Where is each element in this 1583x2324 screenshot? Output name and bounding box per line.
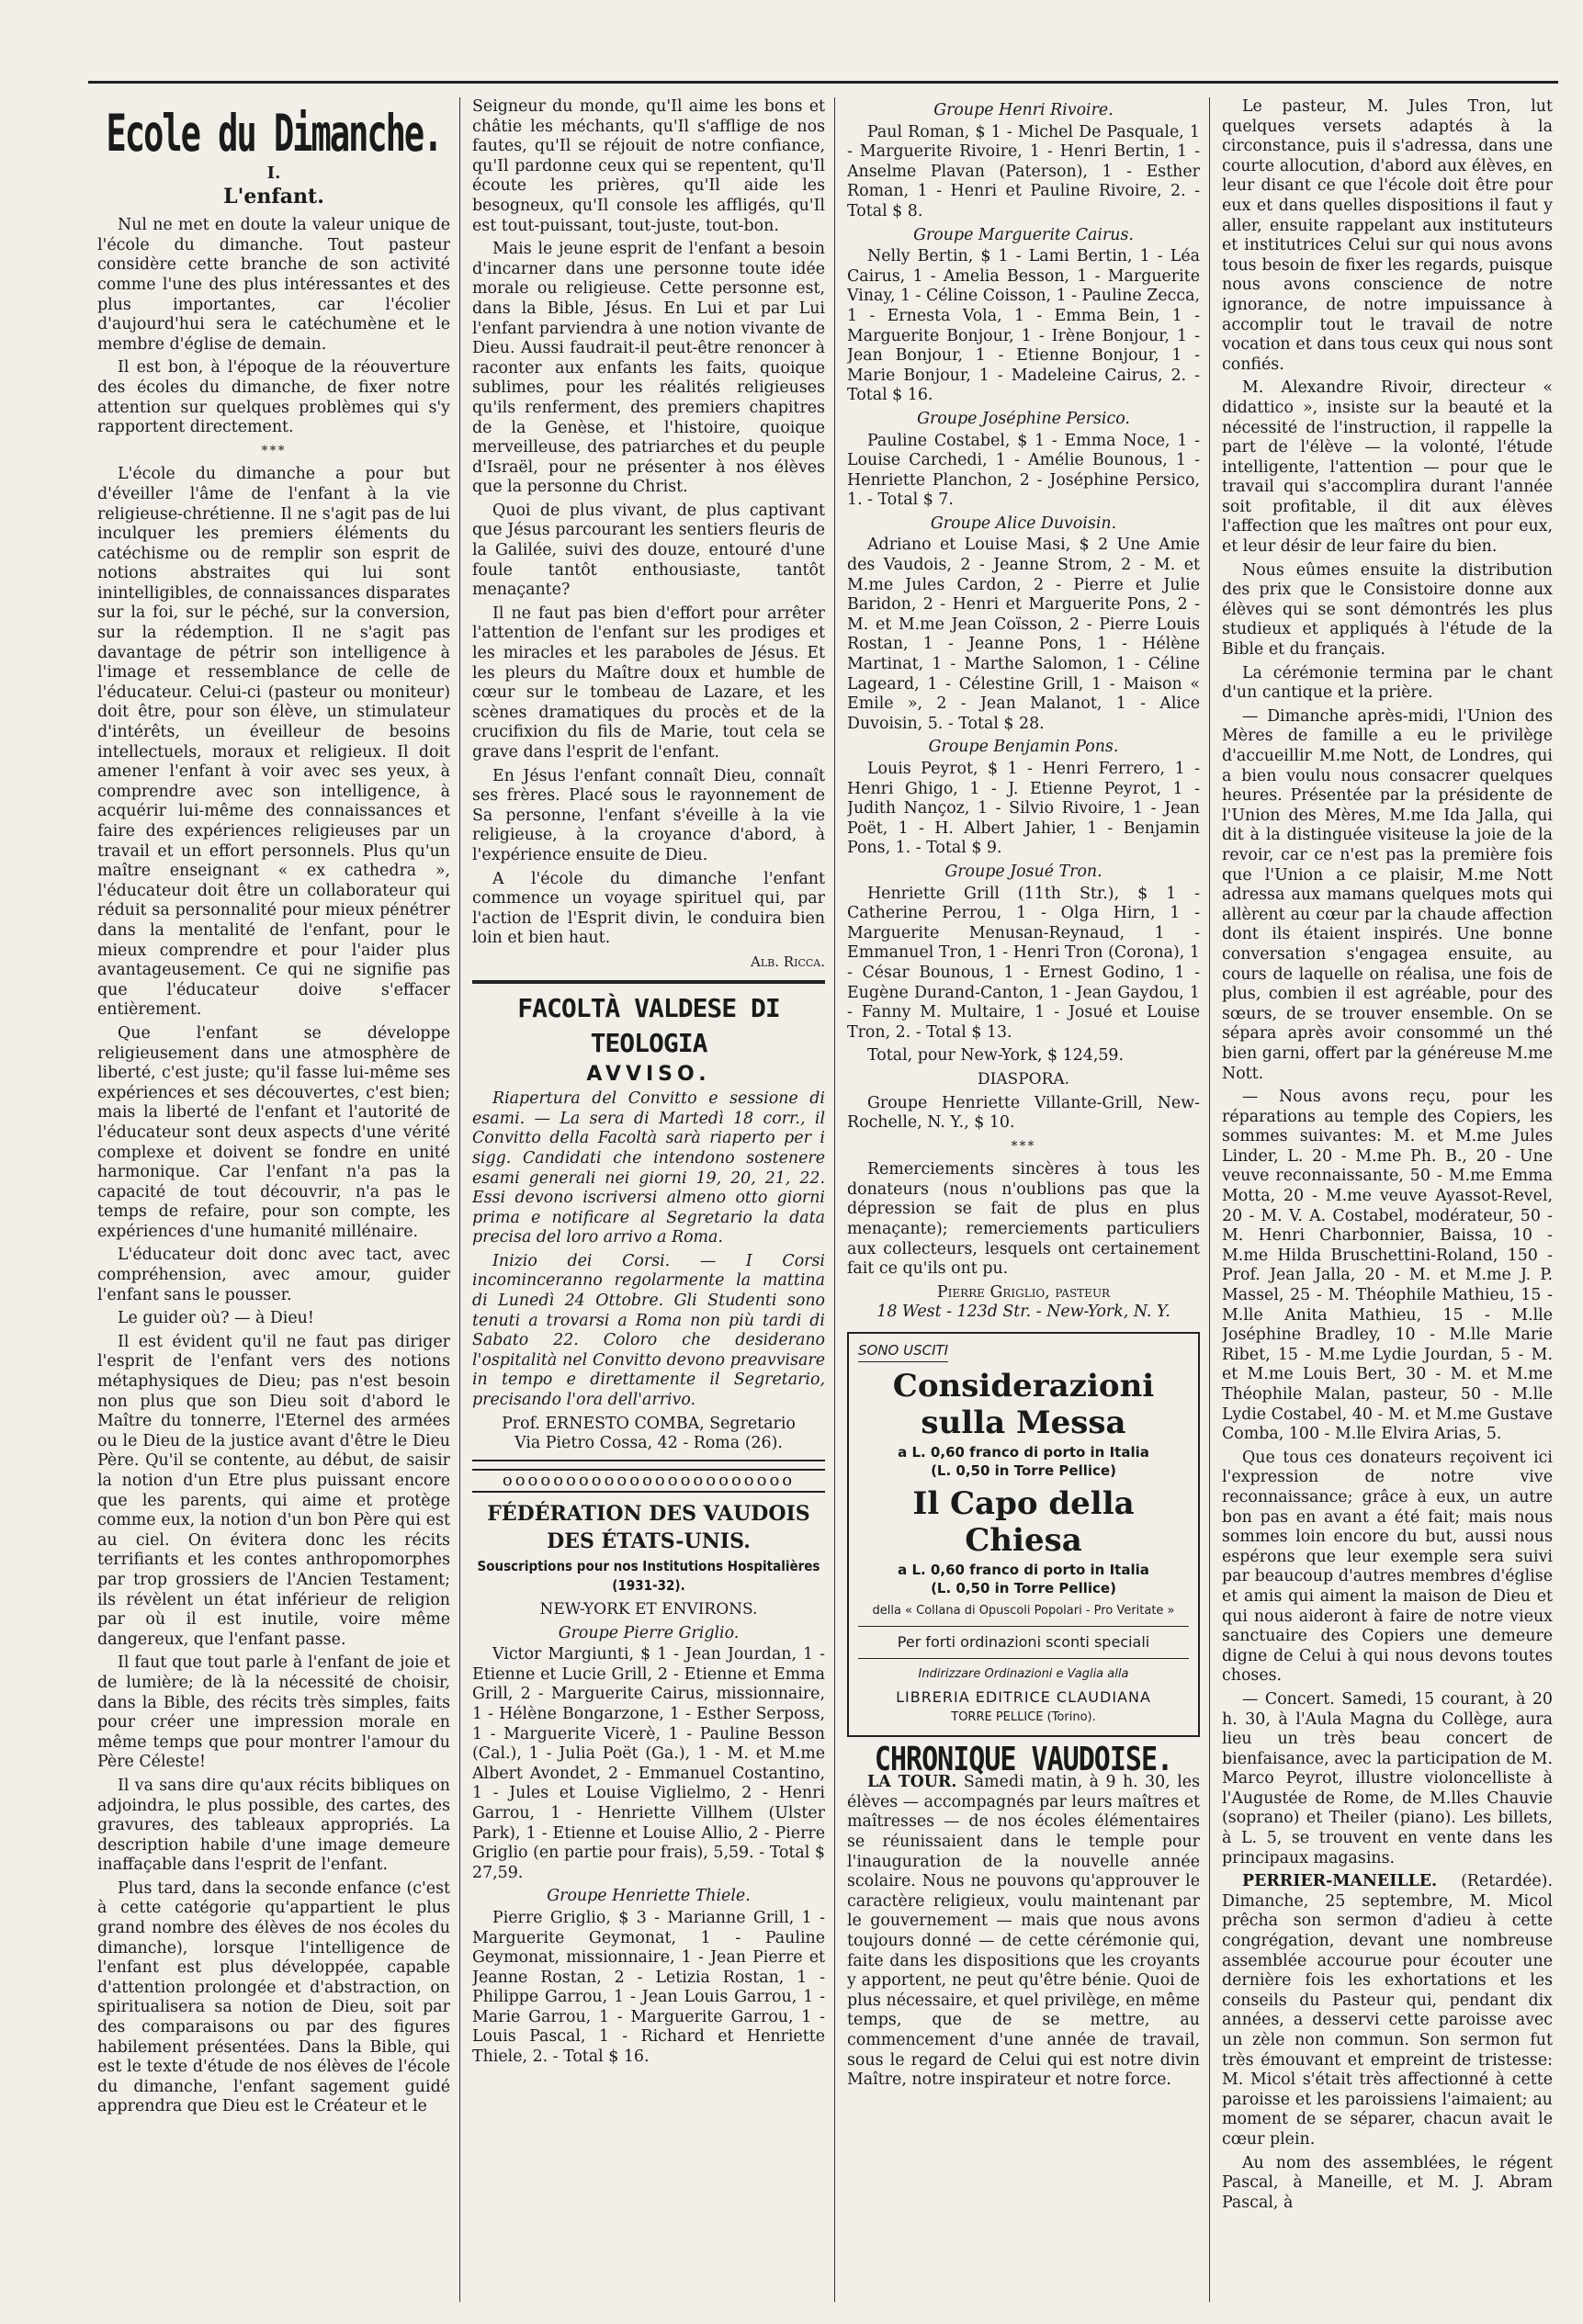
ad-book-title: Considerazioni sulla Messa [892,1367,1155,1441]
paragraph: Mais le jeune esprit de l'enfant a besoin d'incarner dans une personne toute idée morale ou religieuse. Cette personne est, dans la Bible, Jésus. En Lui et par Lui l'enfant parviendra à une notion vivante de Dieu. Aussi faudrait-il peut-être renoncer à raconter aux enfants les faits, quoique sublimes, pour les réalités religieuses qu'ils renferment, des premiers chapitres de la Genèse, et l'histoire, quoique merveilleuse, des patriarches et du peuple d'Israël, pour ne présenter à nos élèves que la personne du Christ. [472,240,825,497]
column-divider [834,97,835,2302]
paragraph: Plus tard, dans la seconde enfance (c'est à cette catégorie qu'appartient le plus grand nombre des élèves de nos écoles du dimanche), lorsque l'intelligence de l'enfant est plus développée, capable d'attention prolongée et d'abstraction, on spiritualisera sa notion de Dieu, soit par des comparaisons ou par des figures habilement présentées. Dans la Bible, qui est le texte d'étude de nos élèves de l'école du dimanche, l'enfant sagement guidé apprendra que Dieu est le Créateur et le [97,1878,450,2116]
notice-address: Via Pietro Cossa, 42 - Roma (26). [514,1434,783,1453]
paragraph: Il est bon, à l'époque de la réouverture des écoles du dimanche, de fixer notre attention sur quelques problèmes qui s'y rapportent directement. [97,358,450,437]
paragraph: Samedi matin, à 9 h. 30, les élèves — accompagnés par leurs maîtres et maîtresses — de nos écoles élémentaires se réunissaient dans le temple pour l'inauguration de la nouvelle année scolaire. Nous ne pouvons qu'approuver le caractère religieux, voulu maintenant par le gouvernement — mais que nous avons toujours donné — de cette cérémonie qui, faite dans les dispositions que les croyants y apportent, ne peut qu'être bénie. Quoi de plus nécessaire, et quel privilège, en même temps, que de se mettre, au commencement d'une année de travail, sous le regard de Celui qui est notre divin Maître, notre inspirateur et notre force. [847,1773,1200,2090]
ad-publisher: LIBRERIA EDITRICE CLAUDIANA [896,1688,1151,1707]
ad-discount: Per forti ordinazioni sconti speciali [897,1633,1150,1652]
diaspora-heading: DIASPORA. [977,1069,1070,1089]
ad-price: (L. 0,50 in Torre Pellice) [931,1579,1116,1596]
ad-price: a L. 0,60 franco di porto in Italia [898,1561,1149,1578]
ad-book-title: Il Capo della Chiesa [912,1484,1135,1559]
group-heading: Groupe Joséphine Persico. [917,409,1130,428]
paragraph: A l'école du dimanche l'enfant commence un voyage spirituel qui, par l'action de l'Esprit divin, le conduira bien loin et bien haut. [472,869,825,948]
newspaper-page [88,81,1558,2313]
group-heading: Groupe Alice Duvoisin. [930,513,1117,533]
group-heading: Groupe Pierre Griglio. [558,1623,740,1642]
ad-divider [858,1658,1189,1659]
paragraph: — Dimanche après-midi, l'Union des Mères de famille a eu le privilège d'accueillir M.me Nott, de Londres, qui a bien voulu nous consacrer quelques heures. Présentée par la présidente de l'Union des Mères, M.me Ida Jalla, qui dit à la distinguée visiteuse la joie de la revoir, car ce n'est pas la première fois que l'Union a ce plaisir, M.me Nott adressa aux mamans quelques mots qui allèrent au cœur par la chaude affection dont ils étaient inspirés. Une bonne conversation s'engagea ensuite, au cours de laquelle on réalisa, une fois de plus, combien il est agréable, pour des sœurs, de se trouver ensemble. On se sépara après avoir consommé un thé bien garni, offert par la généreuse M.me Nott. [1222,706,1553,1083]
place-lead: PERRIER-MANEILLE. [1242,1872,1438,1891]
ad-order-info: Indirizzare Ordinazioni e Vaglia alla [918,1666,1129,1681]
region-heading: NEW-YORK ET ENVIRONS. [539,1600,758,1619]
total-line: Total, pour New-York, $ 124,59. [867,1046,1125,1066]
paragraph: L'éducateur doit donc avec tact, avec compréhension, avec amour, guider l'enfant sans le pousser. [97,1246,450,1304]
paragraph: Nul ne met en doute la valeur unique de l'école du dimanche. Tout pasteur considère cette branche de son activité comme l'une des plus intéressantes et des plus importantes, car l'écolier d'aujourd'hui sera le catéchumène et le membre d'église de demain. [97,216,450,354]
facolta-notice [472,980,825,1461]
paragraph: Que l'enfant se développe religieusement dans une atmosphère de liberté, c'est juste; qu'il fasse lui-même ses expériences et ses découvertes, c'est bien; mais la liberté de l'enfant et l'autorité de l'éducateur sont deux aspects d'une vérité complexe et doivent se fondre en unité harmonique. Car l'enfant n'a pas la capacité de tout découvrir, n'a pas le temps de refaire, pour son compte, les expériences d'une humanité millénaire. [97,1023,450,1241]
paragraph: — Nous avons reçu, pour les réparations au temple des Copiers, les sommes suivantes: M. et M.me Jules Linder, L. 20 - M.me Ph. B., 20 - Une veuve reconnaissante, 50 - M.me Emma Motta, 20 - M.me veuve Ayassot-Revel, 20 - M. V. A. Costabel, modérateur, 50 - M. Henri Charbonnier, Baissa, 10 - M.me Hilda Bruschettini-Roland, 150 - Prof. Jean Jalla, 20 - M. et M.me J. P. Massel, 25 - M. Théophile Mathieu, 15 - M.lle Anita Mathieu, 15 - M.lle Joséphine Bradley, 10 - M.lle Marie Ribet, 15 - M.me Lydie Jourdan, 5 - M. et M.me Louis Bert, 30 - M. et M.me Théophile Malan, pasteur, 50 - M.lle Lydie Costabel, 40 - M. et M.me Gustave Comba, 100 - M.lle Elvira Arias, 5. [1222,1088,1553,1444]
paragraph: (Retardée). Dimanche, 25 septembre, M. Micol prêcha son sermon d'adieu à cette congrégation, devant une nombreuse assemblée accourue pour écouter une dernière fois les exhortations et les conseils du Pasteur qui, pendant dix années, a desservi cette paroisse avec un zèle non commun. Son sermon fut très émouvant et empreint de tristesse: M. Micol s'était très affectionné à cette paroisse et les paroissiens l'aimaient; au moment de se séparer, chacun avait le cœur plein. [1222,1872,1553,2149]
paragraph: Remerciements sincères à tous les donateurs (nous n'oublions pas que la dépression se fait de plus en plus menaçante); remerciements particuliers aux collecteurs, lesquels ont certainement fait ce qu'ils ont pu. [847,1160,1200,1279]
paragraph: Il va sans dire qu'aux récits bibliques on adjoindra, le plus possible, des cartes, des gravures, des tableaux appropriés. La description habile d'une image demeure inaffaçable dans l'esprit de l'enfant. [97,1776,450,1875]
paragraph: Seigneur du monde, qu'Il aime les bons et châtie les méchants, qu'Il s'afflige de nos fautes, qu'Il se réjouit de notre confiance, qu'Il pardonne ceux qui se repentent, qu'Il écoute les prières, qu'Il aide les besogneux, qu'Il console les affligés, qu'Il est tout-puissant, tout-juste, tout-bon. [472,97,825,235]
column-4 [1222,97,1553,2302]
paragraph: Inizio dei Corsi. — I Corsi incominceranno regolarmente la mattina di Lunedì 24 Ottobre. Gli Studenti sono tenuti a trovarsi a Roma non più tardi di Sabato 22. Coloro che desiderano l'ospitalità nel Convitto devono preavvisare in tempo e direttamente il Segretario, precisando l'ora dell'arrivo. [472,1251,825,1410]
chronicle-title: CHRONIQUE VAUDOISE. [874,1740,1173,1779]
column-2 [472,97,825,2302]
donor-list: Adriano et Louise Masi, $ 2 Une Amie des Vaudois, 2 - Jeanne Strom, 2 - M. et M.me Jules Cardon, 2 - Pierre et Julie Baridon, 2 - Henri et Marguerite Pons, 2 - M. et M.me Jean Coïsson, 2 - Pierre Louis Rostan, 1 - Jeanne Pons, 1 - Hélène Martinat, 1 - Marthe Salomon, 1 - Céline Lageard, 1 - Célestine Grill, 1 - Maison « Emile », 2 - Jean Malanot, 1 - Alice Duvoisin, 5. - Total $ 28. [847,536,1200,733]
ad-price: (L. 0,50 in Torre Pellice) [931,1461,1116,1479]
donor-list: Henriette Grill (11th Str.), $ 1 - Catherine Perrou, 1 - Olga Hirn, 1 - Marguerite Menusan-Reynaud, 1 - Emmanuel Tron, 1 - Henri Tron (Corona), 1 - César Bounous, 1 - Ernest Godino, 1 - Eugène Durand-Canton, 1 - Jean Gaydou, 1 - Fanny M. Multaire, 1 - Josué et Louise Tron, 2. - Total $ 13. [847,884,1200,1042]
section-number: I. [266,164,281,183]
donor-list: Nelly Bertin, $ 1 - Lami Bertin, 1 - Léa Cairus, 1 - Amelia Besson, 1 - Marguerite Vinay, 1 - Céline Coisson, 1 - Pauline Zecca, 1 - Ernesta Vola, 1 - Emma Bein, 1 - Marguerite Bonjour, 1 - Irène Bonjour, 1 - Jean Bonjour, 1 - Etienne Bonjour, 1 - Marie Bonjour, 1 - Madeleine Cairus, 2. - Total $ 16. [847,247,1200,405]
paragraph: Au nom des assemblées, le régent Pascal, à Maneille, et M. J. Abram Pascal, à [1222,2153,1553,2212]
publication-advertisement [847,1332,1200,1737]
separator-stars: *** [1011,1138,1036,1154]
donor-list: Pauline Costabel, $ 1 - Emma Noce, 1 - Louise Carchedi, 1 - Amélie Bounous, 1 - Henriette Planchon, 2 - Joséphine Persico, 1. - Total $ 7. [847,431,1200,510]
paragraph: Le pasteur, M. Jules Tron, lut quelques versets adaptés à la circonstance, puis il s'adressa, dans une courte allocution, d'abord aux élèves, en leur disant ce que l'école doit être pour eux et dans quelles dispositions il faut y aller, ensuite rappelant aux instituteurs et institutrices Celui sur qui nous avons tous besoin de fixer les regards, puisque nous avons conscience de notre ignorance, de notre impuissance à accomplir tout le travail de notre vocation et dans tous ceux qui nous sont confiés. [1222,97,1553,374]
address: 18 West - 123d Str. - New-York, N. Y. [876,1303,1170,1322]
group-heading: Groupe Marguerite Cairus. [913,225,1134,244]
signature: Pierre Griglio, pasteur [936,1282,1111,1302]
group-heading: Groupe Henriette Thiele. [547,1887,751,1906]
group-heading: Groupe Henri Rivoire. [933,101,1114,119]
donor-list: Groupe Henriette Villante-Grill, New-Rochelle, N. Y., $ 10. [847,1093,1200,1133]
separator-stars: *** [261,443,287,458]
paragraph: La cérémonie termina par le chant d'un cantique et la prière. [1222,663,1553,703]
paragraph: Il faut que tout parle à l'enfant de joie et de lumière; de là la nécessité de choisir, dans la Bible, des récits très simples, faits pour créer une impression morale en même temps que pour montrer l'amour du Père Céleste! [97,1653,450,1772]
federation-title: FÉDÉRATION DES VAUDOIS [487,1501,810,1526]
paragraph: — Concert. Samedi, 15 courant, à 20 h. 30, à l'Aula Magna du Collège, aura lieu un très beau concert de bienfaisance, avec la participation de M. Marco Peyrot, illustre violoncelliste à l'Augustée de Rome, de M.lles Chauvie (soprano) et Theiler (piano). Les billets, à L. 5, se trouvent en vente dans les principaux magasins. [1222,1689,1553,1867]
donor-list: Pierre Griglio, $ 3 - Marianne Grill, 1 - Marguerite Geymonat, 1 - Pauline Geymonat, missionnaire, 1 - Jean Pierre et Jeanne Rostan, 2 - Letizia Rostan, 1 - Philippe Garrou, 1 - Jean Louis Garrou, 1 - Marie Garrou, 1 - Marguerite Garrou, 1 - Louis Pascal, 1 - Richard et Henriette Thiele, 2. - Total $ 16. [472,1908,825,2067]
notice-signature: Prof. ERNESTO COMBA, Segretario [502,1414,796,1433]
ad-collection: della « Collana di Opuscoli Popolari - Pro Veritate » [872,1603,1175,1618]
ad-price: a L. 0,60 franco di porto in Italia [898,1443,1149,1461]
notice-heading: AVVISO. [586,1062,711,1086]
paragraph: Nous eûmes ensuite la distribution des prix que le Consistoire donne aux élèves qui se sont démontrés les plus studieux et appliqués à l'étude de la Bible et du français. [1222,560,1553,660]
paragraph: En Jésus l'enfant connaît Dieu, connaît ses frères. Placé sous le rayonnement de Sa personne, l'enfant s'éveille à la vie religieuse, à la croyance d'abord, à l'expérience ensuite de Dieu. [472,766,825,864]
column-1 [97,97,450,2302]
donor-list: Paul Roman, $ 1 - Michel De Pasquale, 1 - Marguerite Rivoire, 1 - Henri Bertin, 1 - Anselme Plavan (Paterson), 1 - Esther Roman, 1 - Henri et Pauline Rivoire, 2. - Total $ 8. [847,122,1200,220]
group-heading: Groupe Benjamin Pons. [928,738,1119,757]
paragraph: Il ne faut pas bien d'effort pour arrêter l'attention de l'enfant sur les prodiges et les miracles et les paraboles de Jésus. Et les pleurs du Maître doux et humble de cœur sur le tombeau de Lazare, et les scènes dramatiques du procès et de la crucifixion du fils de Marie, tout cela se grave dans l'esprit de l'enfant. [472,604,825,762]
donor-list: Louis Peyrot, $ 1 - Henri Ferrero, 1 - Henri Ghigo, 1 - J. Etienne Peyrot, 1 - Judith Nançoz, 1 - Silvio Rivoire, 1 - Jean Poët, 1 - H. Albert Jahier, 1 - Benjamin Pons, 1. - Total $ 9. [847,760,1200,858]
paragraph: Il est évident qu'il ne faut pas diriger l'esprit de l'enfant vers des notions métaphysiques de Dieu; pas n'est besoin non plus que son Dieu soit d'abord le Maître du tonnerre, l'Eternel des armées ou le Dieu de la justice avant d'être le Dieu Père. Qu'il se contente, au début, de saisir la notion d'un Etre plus puissant encore que les parents, qui aime et protège comme eux, la notion d'un bon Père qui est au ciel. On évitera donc les récits terrifiants et les contes anthropomorphes par trop grossiers de l'Ancien Testament; ils révèlent un état inférieur de religion par où il est inutile, voire même dangereux, que l'enfant passe. [97,1332,450,1649]
group-heading: Groupe Josué Tron. [944,862,1102,881]
paragraph: L'école du dimanche a pour but d'éveiller l'âme de l'enfant à la vie religieuse-chrétienne. Il ne s'agit pas de lui inculquer les premiers éléments du catéchisme ou de remplir son esprit de notions abstraites qui lui sont inintelligibles, de connaissances disparates sur la foi, sur le péché, sur la conversion, sur la rédemption. Il ne s'agit pas davantage de pétrir son intelligence à l'image et ressemblance de celle de l'éducateur. Celui-ci (pasteur ou moniteur) doit être, pour son élève, un stimulateur d'intérêts, un éveilleur de besoins intellectuels, moraux et religieux. Il doit amener l'enfant à voir avec ses yeux, à comprendre avec son intelligence, à acquérir lui-même des connaissances et faire des expériences religieuses par un travail et un effort personnels. Plus qu'un maître enseignant « ex cathedra », l'éducateur doit être un collaborateur qui réduit sa personnalité pour mieux pénétrer dans la mentalité de l'enfant, pour le mieux comprendre et pour l'aider plus avantageusement. Ce qui ne signifie pas que l'éducateur doive s'effacer entièrement. [97,465,450,1020]
subscription-heading: Souscriptions pour nos Institutions Hospitalières (1931-32). [477,1557,820,1595]
column-divider [459,97,460,2302]
ad-publisher-location: TORRE PELLICE (Torino). [951,1710,1096,1724]
place-lead: LA TOUR. [867,1773,957,1792]
notice-title: FACOLTÀ VALDESE DI TEOLOGIA [517,992,780,1058]
author-signature: Alb. Ricca. [751,953,825,970]
paragraph: Que tous ces donateurs reçoivent ici l'expression de notre vive reconnaissance; grâce à eux, un autre bon pas en avant a été fait; mais nous sommes loin encore du but, aussi nous espérons que leur exemple sera suivi par beaucoup d'autres membres d'église et amis qui aiment la maison de Dieu et qui nous aideront à faire de notre vieux sanctuaire des Copiers une demeure digne de Celui à qui nous devons toutes choses. [1222,1448,1553,1686]
ad-label: SONO USCITI [858,1341,948,1362]
federation-title-line2: DES ÉTATS-UNIS. [547,1529,751,1553]
article-title: Ecole du Dimanche. [106,104,442,164]
top-rule [88,81,1558,84]
paragraph: Le guider où? — à Dieu! [118,1309,314,1328]
column-divider [1209,97,1210,2302]
article-subtitle: L'enfant. [223,184,324,209]
paragraph: Quoi de plus vivant, de plus captivant que Jésus parcourant les sentiers fleuris de la Galilée, suivi des douze, entouré d'une foule tantôt enthousiaste, tantôt menaçante? [472,501,825,600]
paragraph: M. Alexandre Rivoir, directeur « didattico », insiste sur la beauté et la nécessité de l'instruction, il rappelle la part de l'élève — la volonté, l'étude intelligente, l'attention — pour que le travail qui s'accomplira durant l'année soit profitable, il dit aux élèves l'affection que les maîtres ont pour eux, et leur désir de leur faire du bien. [1222,378,1553,557]
paragraph: Riapertura del Convitto e sessione di esami. — La sera di Martedì 18 corr., il Convitto della Facoltà sarà riaperto per i sigg. Candidati che intendono sostenere esami generali nei giorni 19, 20, 21, 22. Essi devono iscriversi almeno otto giorni prima e notificare al Segretario la data precisa del loro arrivo a Roma. [472,1089,825,1247]
column-3 [847,97,1200,2302]
ad-divider [858,1626,1189,1627]
ornament-divider: ooooooooooooooooooooooo [472,1469,825,1493]
donor-list: Victor Margiunti, $ 1 - Jean Jourdan, 1 - Etienne et Lucie Grill, 2 - Etienne et Emma Grill, 2 - Marguerite Cairus, missionnaire, 1 - Hélène Bongarzone, 1 - Esther Serposs, 1 - Marguerite Vicerè, 1 - Pauline Besson (Cal.), 1 - Julia Poët (Ga.), 1 - M. et M.me Albert Avondet, 2 - Emmanuel Costantino, 1 - Jules et Louise Viglielmo, 2 - Henri Garrou, 1 - Henriette Villhem (Ulster Park), 1 - Etienne et Louise Allio, 2 - Pierre Griglio (en partie pour frais), 5,59. - Total $ 27,59. [472,1645,825,1882]
